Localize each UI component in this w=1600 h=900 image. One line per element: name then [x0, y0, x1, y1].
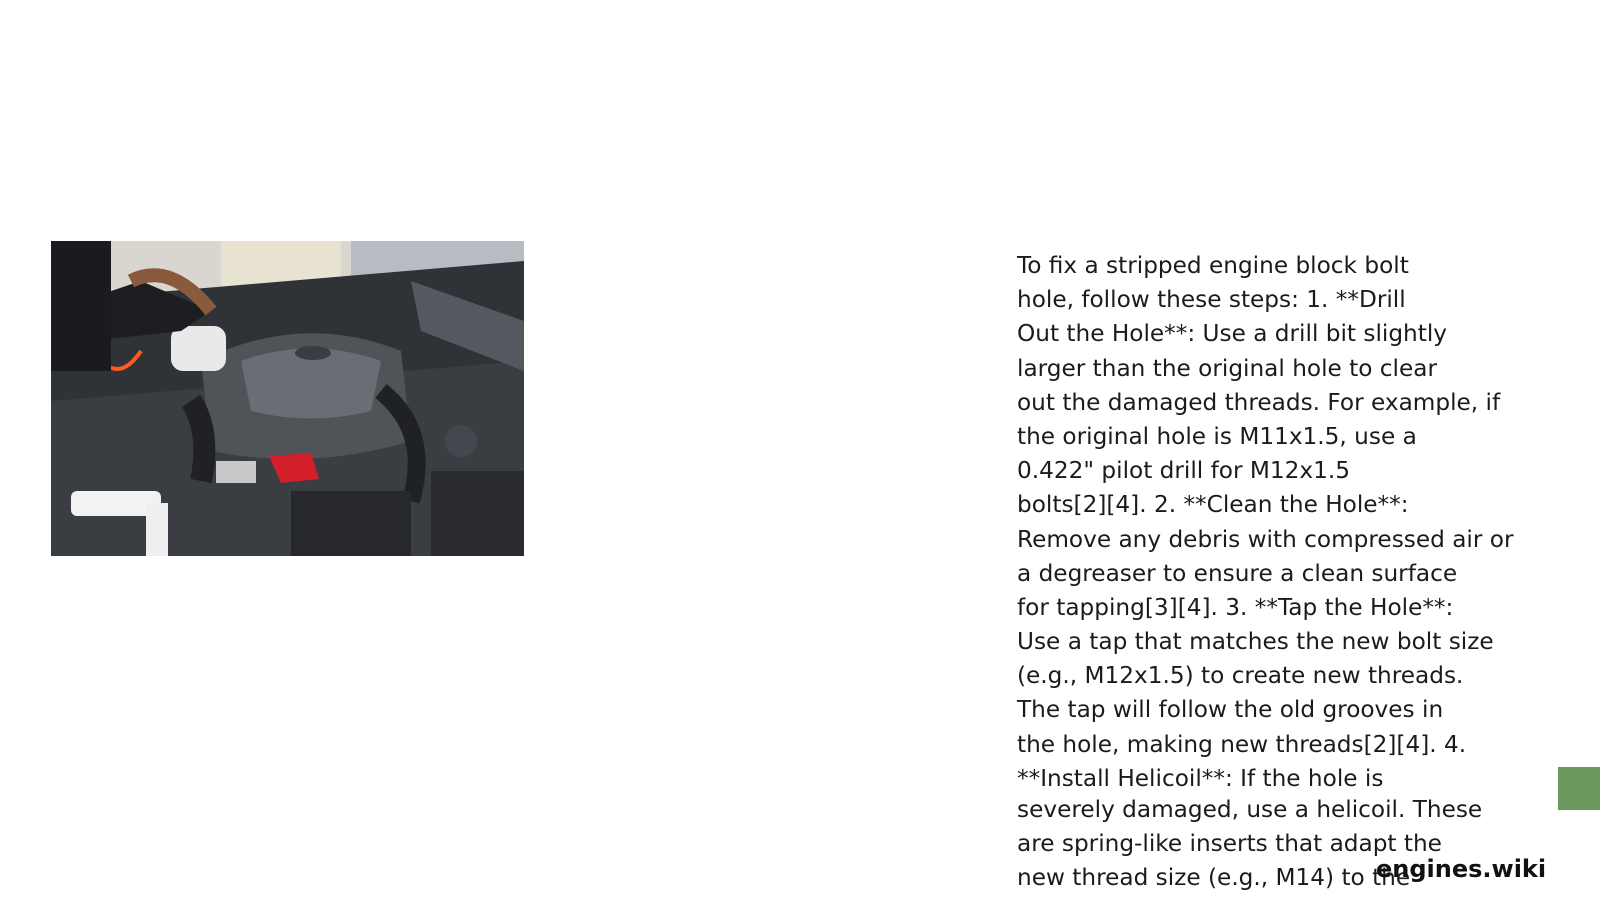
article-line: larger than the original hole to clear	[1017, 354, 1438, 382]
article-line: (e.g., M12x1.5) to create new threads.	[1017, 662, 1464, 690]
article-line: Use a tap that matches the new bolt size	[1017, 628, 1494, 656]
article-line: Remove any debris with compressed air or	[1017, 525, 1514, 553]
article-line: **Install Helicoil**: If the hole is	[1017, 764, 1384, 792]
article-line: out the damaged threads. For example, if	[1017, 388, 1501, 416]
article-line: new thread size (e.g., M14) to the	[1017, 864, 1411, 892]
article-line: are spring-like inserts that adapt the	[1017, 830, 1442, 858]
article-line: severely damaged, use a helicoil. These	[1017, 796, 1483, 823]
accent-tab	[1558, 767, 1600, 810]
article-line: To fix a stripped engine block bolt	[1017, 252, 1409, 279]
article-line: for tapping[3][4]. 3. **Tap the Hole**:	[1017, 593, 1454, 621]
article-line: The tap will follow the old grooves in	[1017, 696, 1444, 724]
article-body	[1017, 249, 1557, 896]
article-line: Out the Hole**: Use a drill bit slightly	[1017, 320, 1448, 348]
article-line: the hole, making new threads[2][4]. 4.	[1017, 730, 1467, 758]
brand-watermark: engines.wiki	[1376, 855, 1547, 883]
article-line: a degreaser to ensure a clean surface	[1017, 559, 1458, 587]
article-line: the original hole is M11x1.5, use a	[1017, 422, 1417, 450]
article-line: hole, follow these steps: 1. **Drill	[1017, 286, 1406, 314]
engine-bay-photo	[51, 241, 524, 556]
article-line: 0.422" pilot drill for M12x1.5	[1017, 457, 1350, 485]
article-line: bolts[2][4]. 2. **Clean the Hole**:	[1017, 491, 1409, 519]
